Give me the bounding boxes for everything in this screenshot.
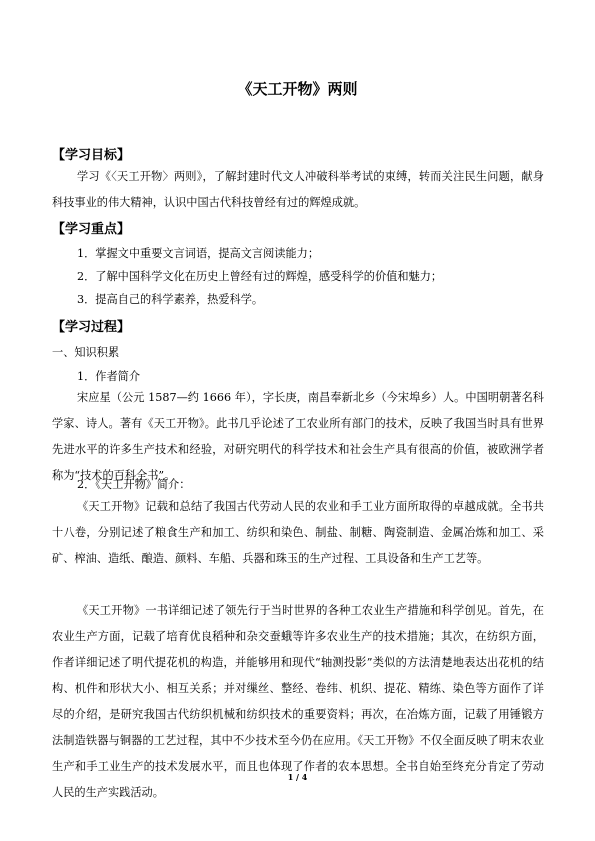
intro-paragraph: 《天工开物》记载和总结了我国古代劳动人民的农业和手工业方面所取得的卓越成就。全书共十八卷，分别记述了粮食生产和加工、纺织和染色、制盐、制糖、陶瓷制造、金属冶炼和加工、采矿、榨油、造纸、酿造、颜料、车船、兵器和珠玉的生产过程、工具设备和生产工艺等。 <box>52 500 544 565</box>
goals-heading: 【学习目标】 <box>52 148 131 163</box>
keypoint-item: 2．了解中国科学文化在历史上曾经有过的辉煌，感受科学的价值和魅力； <box>77 270 443 283</box>
keypoint-item: 3．提高自己的科学素养，热爱科学。 <box>77 293 264 306</box>
process-heading: 【学习过程】 <box>52 320 131 335</box>
keypoint-item: 1．掌握文中重要文言词语，提高文言阅读能力； <box>77 247 320 260</box>
intro-paragraph: 《天工开物》一书详细记述了领先行于当时世界的各种工农业生产措施和科学创见。首先，在农业生产方面，记载了培育优良稻种和杂交蚕蛾等许多农业生产的技术措施；其次，在纺织方面，作者详细记述了明代提花机的构造，并能够用和现代“轴测投影”类似的方法清楚地表达出花机的结构、机件和形状大小、相互关系；并对缫丝、整经、卷纬、机织、提花、精练、染色等方面作了详尽的介绍，是研究我国古代纺织机械和纺织技术的重要资料；再次，在冶炼方面，记载了用锤锻方法制造铁器与铜器的工艺过程，其中不少技术至今仍在应用。《天工开物》不仅全面反映了明末农业生产和手工业生产的技术发展水平，而且也体现了作者的农本思想。全书自始至终充分肯定了劳动人民的生产实践活动。 <box>52 604 544 799</box>
goals-paragraph: 学习《〈天工开物〉两则》，了解封建时代文人冲破科举考试的束缚，转而关注民生问题，献身科技事业的伟大精神，认识中国古代科技曾经有过的辉煌成就。 <box>52 170 544 209</box>
section-heading: 一、知识积累 <box>52 346 120 359</box>
page-title: 《天工开物》两则 <box>237 80 358 98</box>
subsection-heading: 2．《天工开物》简介： <box>77 478 191 491</box>
author-paragraph: 宋应星（公元 1587—约 1666 年），字长庚，南昌奉新北乡（今宋埠乡）人。中国明朝著名科学家、诗人。著有《天工开物》。此书几乎论述了工农业所有部门的技术，反映了我国当时具有世界先进水平的许多生产技术和经验，对研究明代的科学技术和社会生产具有很高的价值，被欧洲学者称为“技术的百科全书”。 <box>52 391 544 482</box>
keypoints-heading: 【学习重点】 <box>52 222 131 237</box>
subsection-heading: 1．作者简介 <box>77 370 141 383</box>
page-number: 1 / 4 <box>287 772 308 782</box>
